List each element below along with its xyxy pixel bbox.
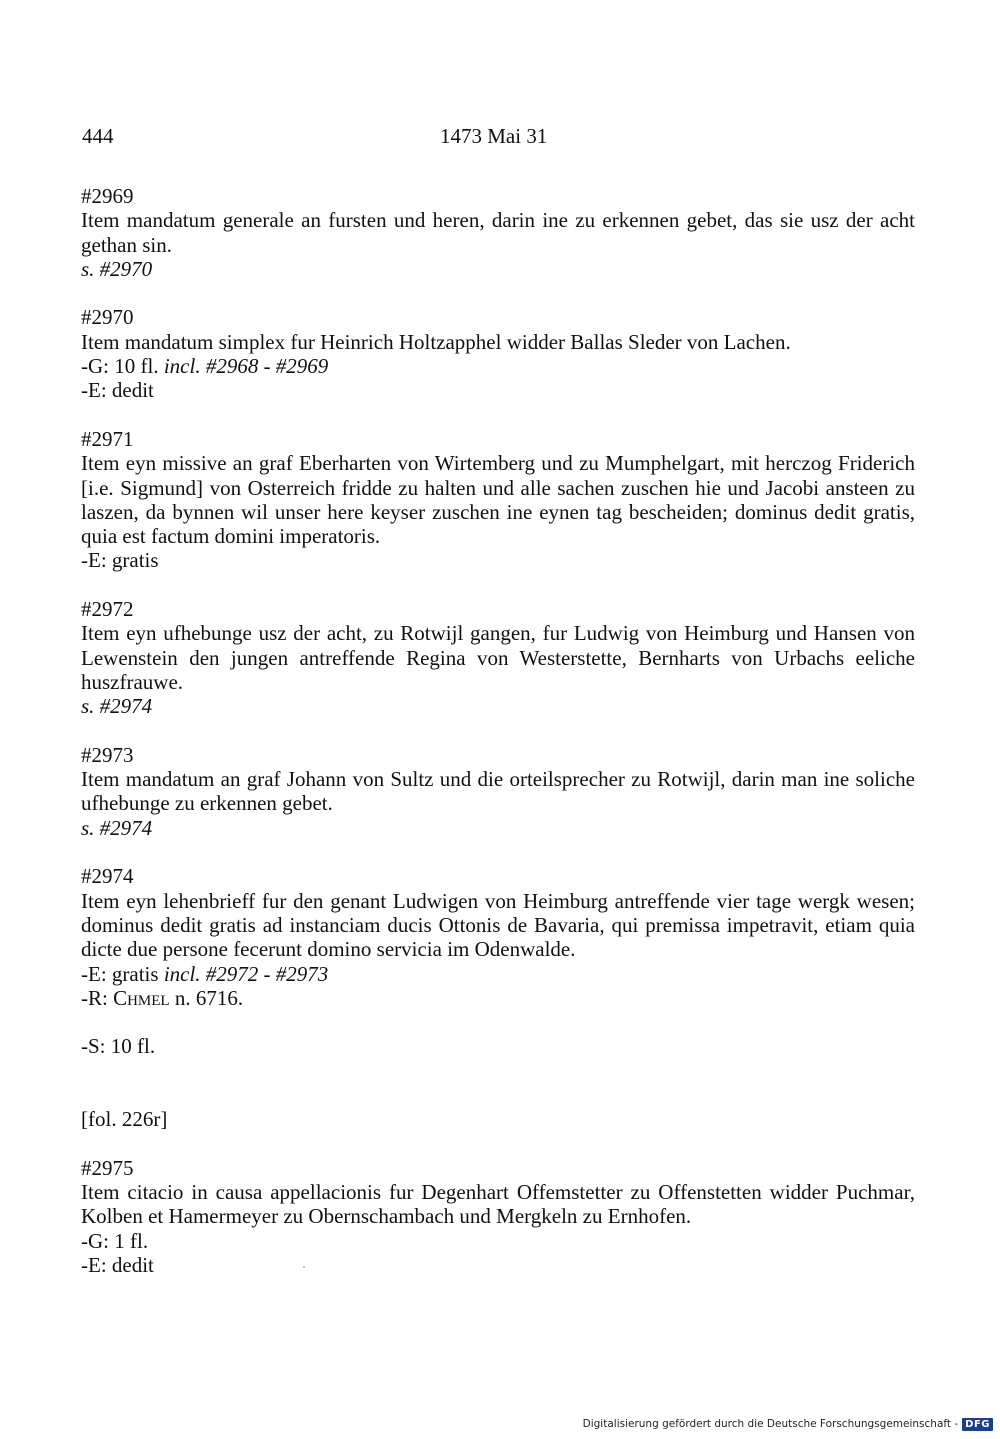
entry-2971: [81, 427, 915, 573]
entry-id: #2969: [81, 184, 134, 208]
entry-text: Item mandatum simplex fur Heinrich Holtzapphel widder Ballas Sleder von Lachen.: [81, 329, 791, 354]
entry-text: Item eyn ufhebunge usz der acht, zu Rotwijl gangen, fur Ludwig von Heimburg und Hansen von Lewenstein den jungen antreffende Regina von Westerstette, Bernharts von Urbachs eeliche huszfrauwe.: [81, 621, 915, 694]
blank-gap: [81, 1083, 915, 1107]
cross-reference: s. #2974: [81, 694, 153, 719]
page-number: 444: [82, 124, 114, 148]
note-text: -E: dedit: [81, 1253, 154, 1278]
entry-note-line: [81, 548, 915, 572]
cross-reference: incl. #2972 - #2973: [163, 961, 329, 986]
entry-note-line: [81, 1229, 915, 1253]
note-text: -E: gratis: [81, 961, 164, 986]
summary-line: -S: 10 fl.: [81, 1034, 156, 1059]
entry-id: #2974: [81, 864, 134, 889]
entry-id: #2971: [81, 426, 134, 451]
footer-credit-text: Digitalisierung gefördert durch die Deutsche Forschungsgemeinschaft -: [582, 1418, 959, 1430]
entry-note-line: [81, 962, 915, 986]
entry-note-line: [81, 816, 915, 840]
entry-id: #2973: [81, 742, 134, 767]
entry-text: Item citacio in causa appellacionis fur Degenhart Offemstetter zu Offenstetten widder Puchmar, Kolben et Hamermeyer zu Obernschambach und Mergkeln zu Ernhofen.: [81, 1180, 915, 1229]
blank-gap: [81, 1059, 915, 1083]
entry-list: [81, 184, 915, 1010]
running-head-date: 1473 Mai 31: [440, 124, 548, 148]
footer-credit: [583, 1415, 993, 1433]
folio-marker: [fol. 226r]: [81, 1107, 168, 1132]
entry-note-line: [81, 1253, 915, 1277]
entry-note-line: [81, 354, 915, 378]
entry-text: Item eyn missive an graf Eberharten von Wirtemberg und zu Mumphelgart, mit herczog Friderich [i.e. Sigmund] von Osterreich fridde zu halten und alle sachen zuschen hie und Jacobi ansteen zu laszen, da bynnen wil unser here keyser zuschen ine eynen tag bescheiden; dominus dedit gratis, quia est factum domini imperatoris.: [81, 451, 915, 549]
entry-2970: [81, 305, 915, 402]
note-text: -G: 10 fl.: [81, 354, 164, 379]
entry-2974: [81, 864, 915, 1010]
cross-reference: s. #2974: [81, 815, 153, 840]
cross-reference: s. #2970: [81, 256, 153, 281]
scan-speck: [303, 1266, 305, 1268]
entry-note-line: [81, 694, 915, 718]
entry-2975: [81, 1156, 915, 1277]
note-text: -E: dedit: [81, 378, 154, 403]
entry-2973: [81, 743, 915, 840]
document-body: [81, 184, 915, 1302]
entry-text: Item eyn lehenbrieff fur den genant Ludwigen von Heimburg antreffende vier tage wergk wesen; dominus dedit gratis ad instanciam ducis Ottonis de Bavaria, qui premissa impetravit, etiam quia dicte due persone fecerunt domino servicia im Odenwalde.: [81, 888, 915, 962]
entry-note-line: [81, 257, 915, 281]
entry-note-line: [81, 378, 915, 402]
entry-2969: [81, 184, 915, 281]
entry-id: #2972: [81, 597, 134, 622]
note-text: -R:: [81, 985, 114, 1010]
entry-id: #2975: [81, 1155, 134, 1180]
entry-text: Item mandatum an graf Johann von Sultz und die orteilsprecher zu Rotwijl, darin man ine soliche ufhebunge zu erkennen gebet.: [81, 767, 915, 816]
author-name: Chmel: [113, 985, 170, 1010]
cross-reference: incl. #2968 - #2969: [163, 354, 329, 379]
dfg-logo: DFG: [962, 1418, 993, 1431]
note-text: -E: gratis: [81, 548, 159, 573]
note-text: -G: 1 fl.: [81, 1228, 149, 1253]
entry-id: #2970: [81, 305, 134, 330]
entry-note-line: [81, 986, 915, 1010]
page-header: [82, 124, 918, 154]
entry-text: Item mandatum generale an fursten und heren, darin ine zu erkennen gebet, das sie usz der acht gethan sin.: [81, 208, 915, 257]
entry-2972: [81, 597, 915, 718]
final-entry: [81, 1156, 915, 1277]
note-text: n. 6716.: [169, 985, 244, 1010]
